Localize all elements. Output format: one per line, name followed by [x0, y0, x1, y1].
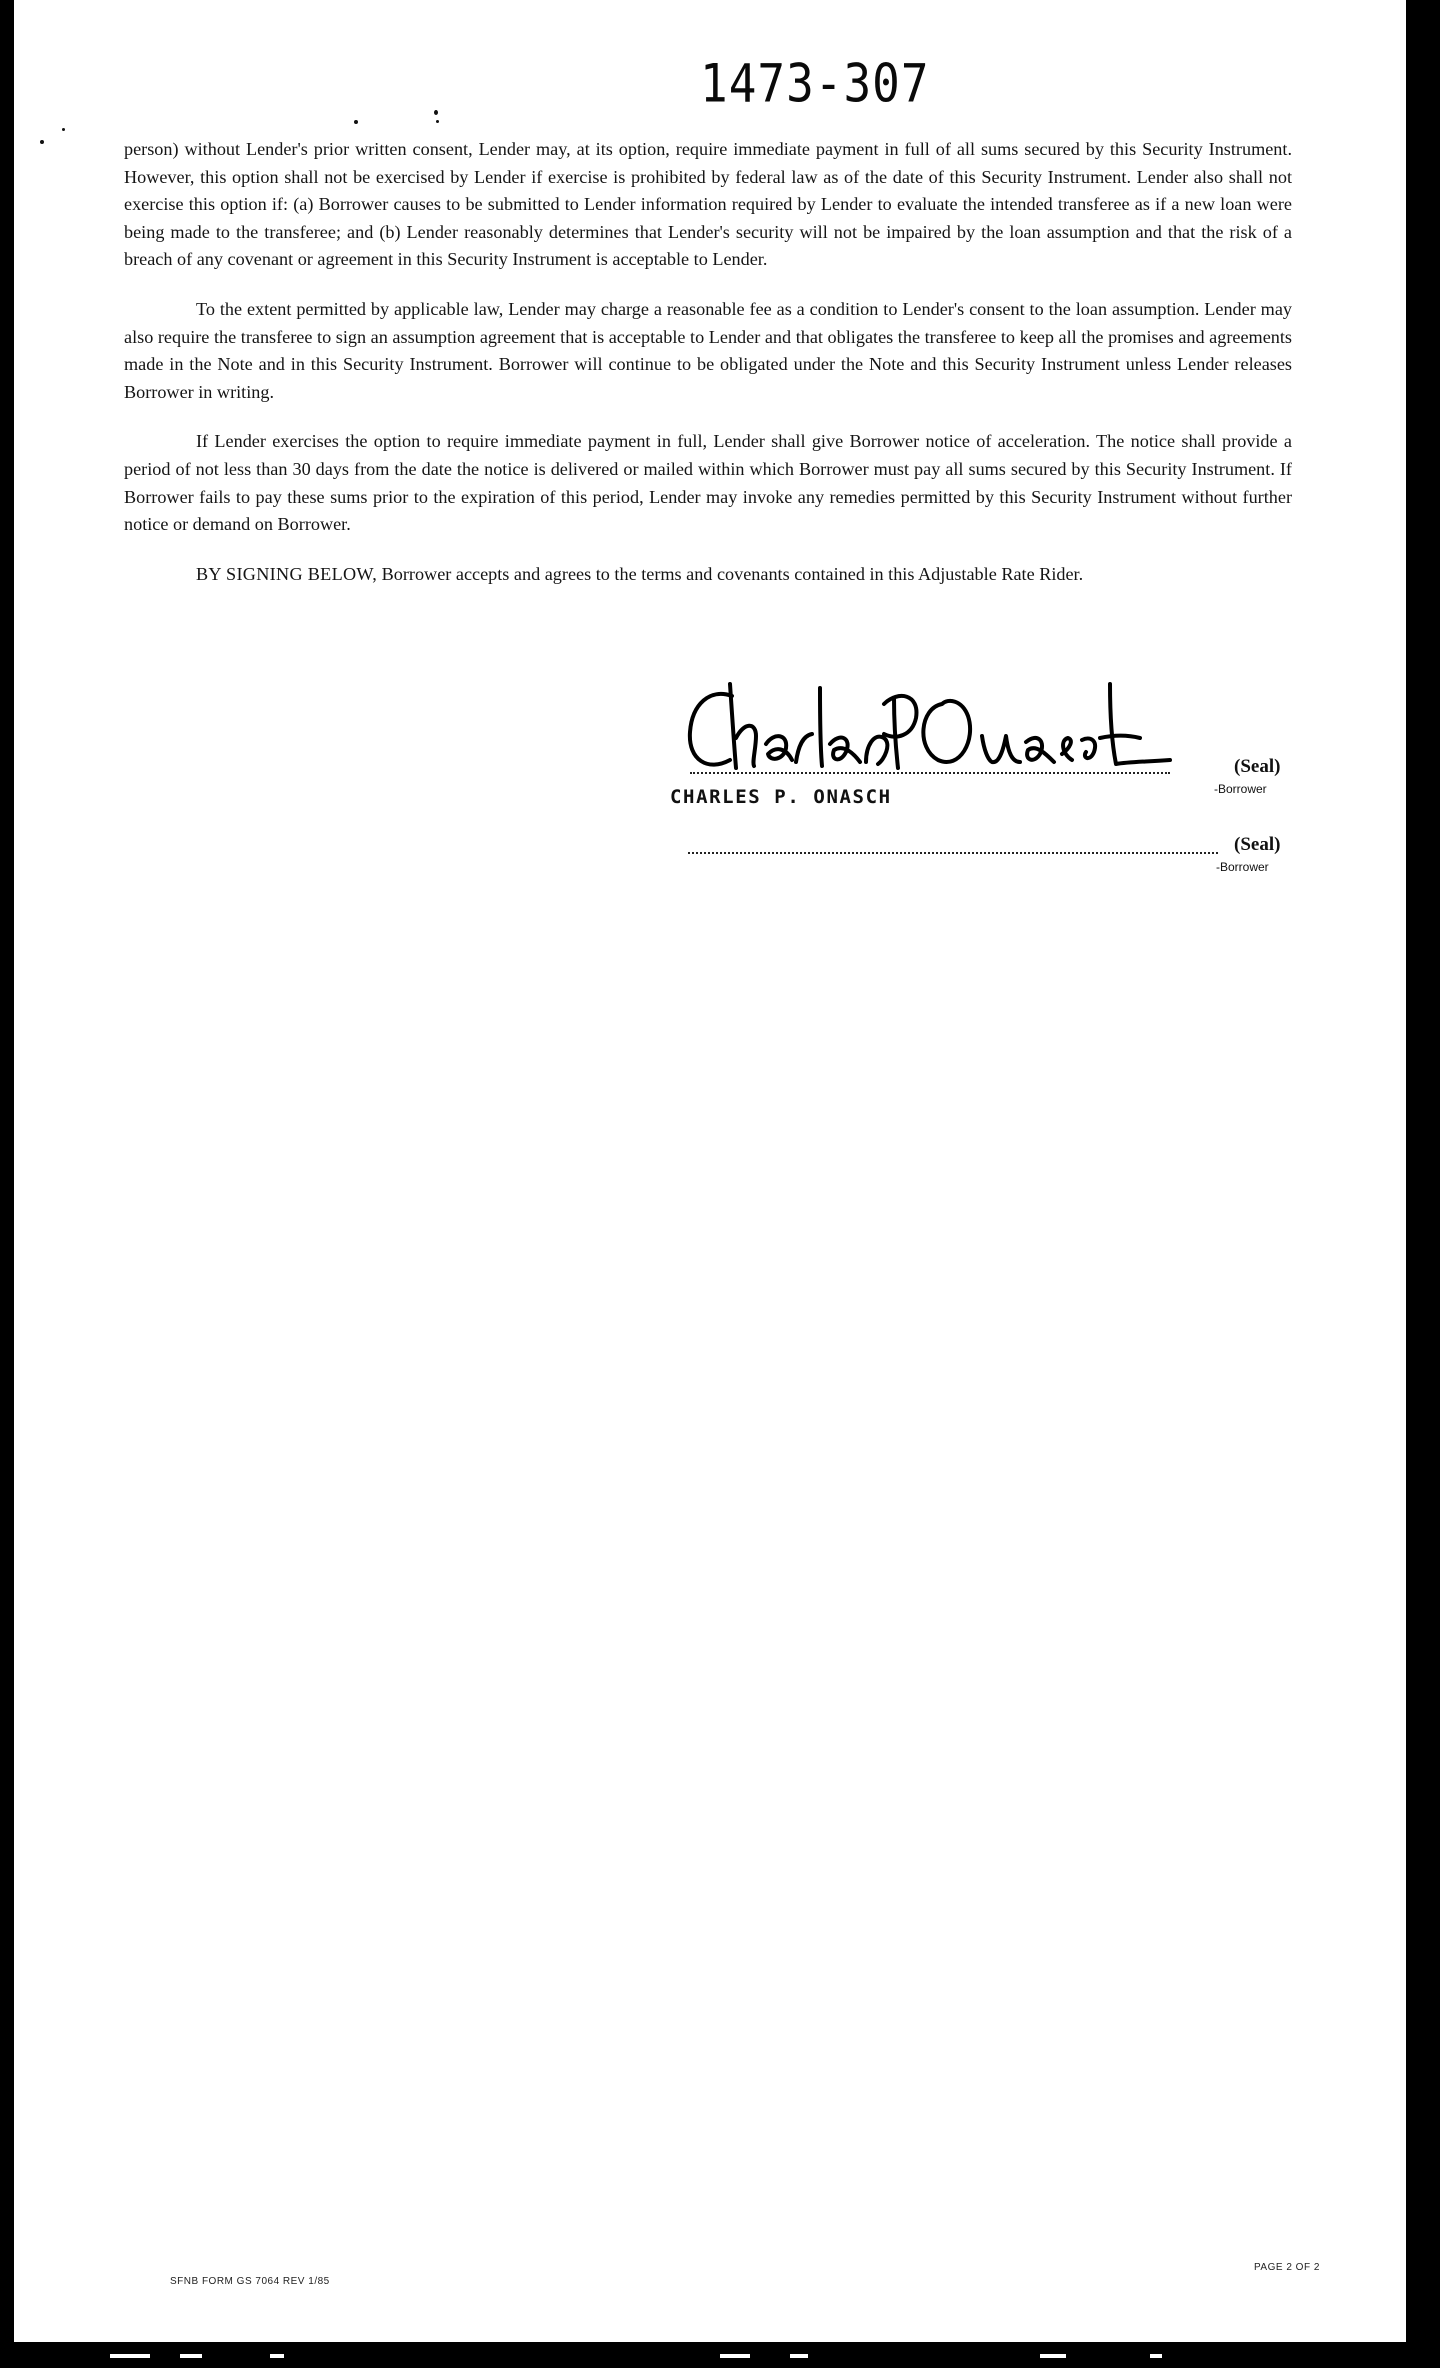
borrower-label-2: -Borrower — [1216, 860, 1269, 874]
scan-border-right — [1406, 0, 1440, 2368]
paragraph-assumption-fee: To the extent permitted by applicable law, Lender may charge a reasonable fee as a condition to Lender's consent to the loan assumption. Lender may also require the transferee to sign an assumption agreement that is acceptable to Lender and that obligates the transferee to keep all the promises and agreements made in the Note and in this Security Instrument. Borrower will continue to be obligated under the Note and this Security Instrument unless Lender releases Borrower in writing. — [124, 298, 1292, 402]
scan-speck — [434, 110, 438, 115]
signature-block — [640, 670, 1300, 890]
signature-line-1 — [690, 772, 1170, 774]
rider-body-text — [124, 136, 1292, 610]
scan-speck — [436, 120, 439, 123]
paragraph-acceleration-notice: If Lender exercises the option to require immediate payment in full, Lender shall give Borrower notice of acceleration. The notice shall provide a period of not less than 30 days from the date the notice is delivered or mailed within which Borrower must pay all sums secured by this Security Instrument. If Borrower fails to pay these sums prior to the expiration of this period, Lender may invoke any remedies permitted by this Security Instrument without further notice or demand on Borrower. — [124, 431, 1292, 535]
form-identifier: SFNB FORM GS 7064 REV 1/85 — [170, 2276, 330, 2287]
signing-lead: BY SIGNING BELOW, — [196, 563, 378, 584]
scan-border-left — [0, 0, 14, 2368]
borrower-signature — [670, 674, 1190, 784]
scan-speck — [40, 140, 44, 144]
signer-name: CHARLES P. ONASCH — [670, 786, 892, 808]
signature-line-2 — [688, 852, 1218, 854]
scan-border-bottom — [0, 2342, 1440, 2368]
document-number: 1473-307 — [700, 52, 930, 115]
signing-text: Borrower accepts and agrees to the terms and covenants contained in this Adjustable Rate Rider. — [377, 563, 1084, 584]
scan-speck — [354, 120, 358, 124]
borrower-label-1: -Borrower — [1214, 782, 1267, 796]
page-indicator: PAGE 2 OF 2 — [1254, 2262, 1320, 2273]
paragraph-signing-statement — [124, 561, 1292, 589]
paragraph-transfer-consent: person) without Lender's prior written consent, Lender may, at its option, require immediate payment in full of all sums secured by this Security Instrument. However, this option shall not be exercised by Lender if exercise is prohibited by federal law as of the date of this Security Instrument. Lender also shall not exercise this option if: (a) Borrower causes to be submitted to Lender information required by Lender to evaluate the intended transferee as if a new loan were being made to the transferee; and (b) Lender reasonably determines that Lender's security will not be impaired by the loan assumption and that the risk of a breach of any covenant or agreement in this Security Instrument is acceptable to Lender. — [124, 139, 1292, 270]
seal-label-1: (Seal) — [1234, 756, 1281, 777]
seal-label-2: (Seal) — [1234, 834, 1281, 855]
scan-speck — [62, 128, 65, 131]
